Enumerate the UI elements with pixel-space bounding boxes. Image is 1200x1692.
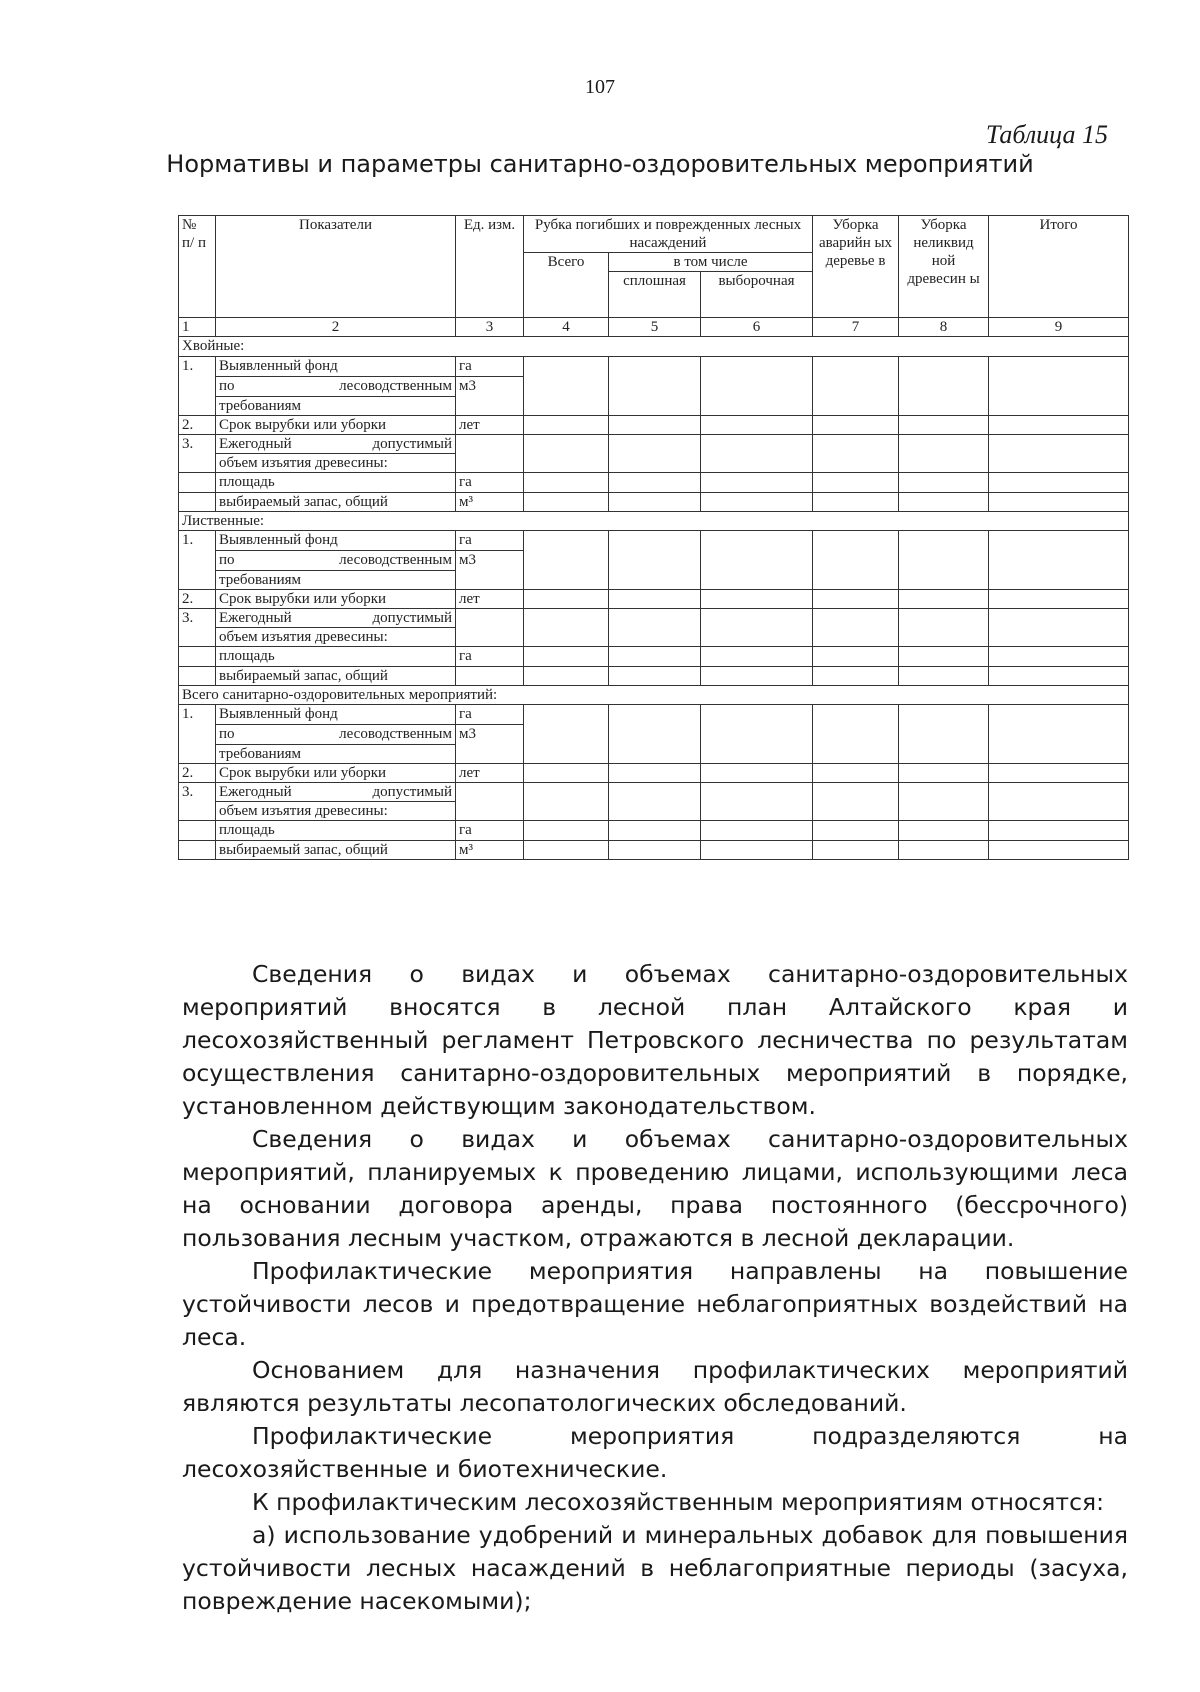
indicator-name: площадь — [216, 821, 456, 841]
section-conifers — [179, 337, 1129, 512]
column-number: 1 — [179, 318, 216, 337]
header-total: Итого — [989, 216, 1129, 318]
indicator-name: площадь — [216, 473, 456, 493]
column-number: 2 — [216, 318, 456, 337]
paragraph: Сведения о видах и объемах санитарно-оздоровительных мероприятий, планируемых к проведению лицами, использующими леса на основании договора аренды, права постоянного (бессрочного) пользования лесным участком, отражаются в лесной декларации. — [182, 1125, 1128, 1252]
header-unit: Ед. изм. — [456, 216, 524, 318]
paragraph: Профилактические мероприятия направлены на повышение устойчивости лесов и предотвращение неблагоприятных воздействий на леса. — [182, 1257, 1128, 1351]
unit-cell: м³ — [456, 841, 524, 860]
paragraph: Сведения о видах и объемах санитарно-оздоровительных мероприятий вносятся в лесной план Алтайского края и лесохозяйственный регламент Петровского лесничества по результатам осуществления санитарно-оздоровительных мероприятий в порядке, установленном действующим законодательством. — [182, 960, 1128, 1120]
section-total — [179, 686, 1129, 860]
column-number-row — [179, 318, 1129, 337]
header-selective: выборочная — [701, 272, 813, 318]
paragraph: Профилактические мероприятия подразделяются на лесохозяйственные и биотехнические. — [182, 1422, 1128, 1483]
header-no: № п/ п — [179, 216, 216, 318]
unit-cell: га — [456, 357, 524, 377]
indicator-name: объем изъятия древесины: — [216, 628, 456, 647]
header-total-all: Всего — [524, 253, 609, 318]
indicator-name: требованиям — [216, 571, 456, 590]
table-label: Таблица 15 — [985, 120, 1108, 149]
unit-cell: га — [456, 647, 524, 667]
unit-cell: лет — [456, 590, 524, 609]
indicator-name: Ежегодный допустимый — [216, 609, 456, 628]
column-number: 3 — [456, 318, 524, 337]
indicator-name: Срок вырубки или уборки — [216, 416, 456, 435]
paragraph: Основанием для назначения профилактических мероприятий являются результаты лесопатологических обследований. — [182, 1356, 1128, 1417]
header-emergency: Уборка аварийн ых деревье в — [813, 216, 899, 318]
unit-cell: м3 — [456, 377, 524, 416]
page-number: 107 — [585, 76, 615, 98]
indicator-name: площадь — [216, 647, 456, 667]
header-illiquid: Уборка неликвид ной древесин ы — [899, 216, 989, 318]
section-title: Хвойные: — [179, 337, 1129, 357]
table-title: Нормативы и параметры санитарно-оздоровительных мероприятий — [166, 150, 1034, 178]
unit-cell: м³ — [456, 493, 524, 512]
column-number: 8 — [899, 318, 989, 337]
indicator-name: Ежегодный допустимый — [216, 783, 456, 802]
norms-table — [178, 215, 1129, 860]
unit-cell: га — [456, 473, 524, 493]
indicator-name: требованиям — [216, 745, 456, 764]
indicator-name: по лесоводственным — [216, 551, 456, 571]
indicator-name: Выявленный фонд — [216, 531, 456, 551]
paragraph: а) использование удобрений и минеральных добавок для повышения устойчивости лесных насаждений в неблагоприятные периоды (засуха, повреждение насекомыми); — [182, 1521, 1128, 1615]
header-clear: сплошная — [609, 272, 701, 318]
column-number: 5 — [609, 318, 701, 337]
column-number: 7 — [813, 318, 899, 337]
section-title: Всего санитарно-оздоровительных мероприятий: — [179, 686, 1129, 705]
indicator-name: Выявленный фонд — [216, 705, 456, 725]
indicator-name: Срок вырубки или уборки — [216, 764, 456, 783]
unit-cell: м3 — [456, 551, 524, 590]
row-number: 3. — [179, 609, 216, 647]
body-text — [182, 958, 1128, 1618]
unit-cell: лет — [456, 416, 524, 435]
paragraph: К профилактическим лесохозяйственным мероприятиям относятся: — [252, 1488, 1105, 1516]
indicator-name: объем изъятия древесины: — [216, 802, 456, 821]
indicator-name: выбираемый запас, общий — [216, 667, 456, 686]
section-title: Лиственные: — [179, 512, 1129, 531]
row-number: 1. — [179, 705, 216, 764]
row-number: 2. — [179, 764, 216, 783]
indicator-name: выбираемый запас, общий — [216, 841, 456, 860]
unit-cell: га — [456, 705, 524, 725]
unit-cell — [456, 667, 524, 686]
column-number: 6 — [701, 318, 813, 337]
row-number: 2. — [179, 416, 216, 435]
row-number: 2. — [179, 590, 216, 609]
row-number: 1. — [179, 531, 216, 590]
unit-cell: м3 — [456, 725, 524, 764]
column-number: 9 — [989, 318, 1129, 337]
header-felling: Рубка погибших и поврежденных лесных насаждений — [524, 216, 813, 253]
row-number: 3. — [179, 783, 216, 821]
row-number: 3. — [179, 435, 216, 473]
unit-cell: лет — [456, 764, 524, 783]
unit-cell: га — [456, 821, 524, 841]
header-indicator: Показатели — [216, 216, 456, 318]
header-incl: в том числе — [609, 253, 813, 272]
section-deciduous — [179, 512, 1129, 686]
indicator-name: Срок вырубки или уборки — [216, 590, 456, 609]
indicator-name: Ежегодный допустимый — [216, 435, 456, 454]
indicator-name: по лесоводственным — [216, 725, 456, 745]
indicator-name: выбираемый запас, общий — [216, 493, 456, 512]
indicator-name: требованиям — [216, 397, 456, 416]
row-number: 1. — [179, 357, 216, 416]
indicator-name: Выявленный фонд — [216, 357, 456, 377]
unit-cell: га — [456, 531, 524, 551]
column-number: 4 — [524, 318, 609, 337]
indicator-name: объем изъятия древесины: — [216, 454, 456, 473]
indicator-name: по лесоводственным — [216, 377, 456, 397]
